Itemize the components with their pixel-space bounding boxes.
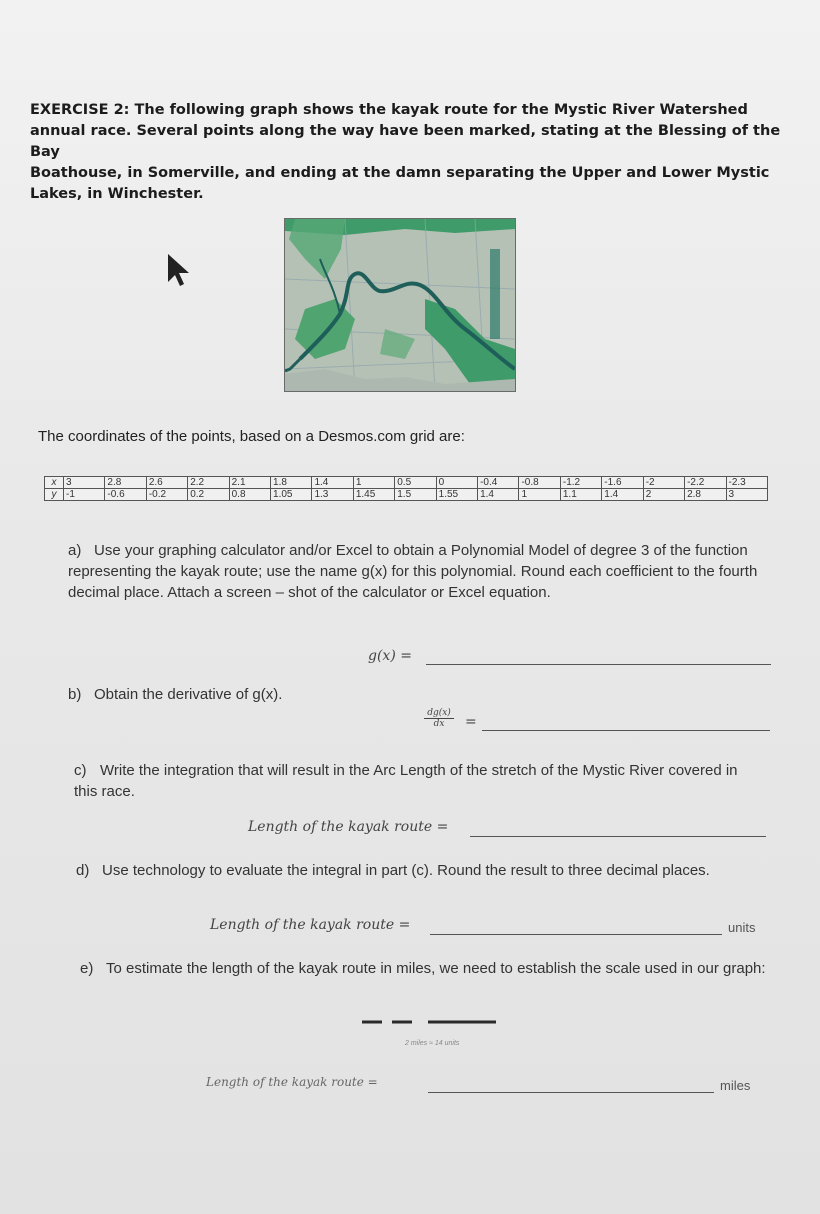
arc-length-label: Length of the kayak route =	[248, 819, 449, 835]
length-miles-answer-line[interactable]	[428, 1092, 714, 1093]
intro-line-1: EXERCISE 2: The following graph shows the kayak route for the Mystic River Watershed	[30, 102, 748, 118]
y-cell: -0.2	[146, 489, 187, 501]
question-b-text: Obtain the derivative of g(x).	[94, 686, 283, 703]
y-cell: 2	[643, 489, 684, 501]
y-cell: 1.05	[271, 489, 312, 501]
x-cell: 3	[64, 477, 105, 489]
y-header: y	[45, 489, 64, 501]
derivative-answer-line[interactable]	[482, 730, 770, 731]
intro-line-2: annual race. Several points along the way have been marked, stating at the Blessing of the Bay	[30, 123, 781, 160]
x-cell: 2.8	[105, 477, 146, 489]
length-miles-label: Length of the kayak route =	[206, 1075, 378, 1089]
units-label: units	[728, 920, 756, 935]
g-of-x-label: g(x) =	[368, 648, 412, 664]
coordinates-table	[44, 476, 768, 501]
y-cell: 2.8	[685, 489, 726, 501]
x-cell: -2	[643, 477, 684, 489]
miles-label: miles	[720, 1078, 751, 1093]
question-a-label: a)	[68, 542, 82, 559]
table-row-x	[45, 477, 768, 489]
map-image	[285, 219, 515, 391]
question-a	[68, 540, 768, 603]
x-cell: 0	[436, 477, 477, 489]
mouse-pointer-icon	[164, 252, 192, 288]
question-d-label: d)	[76, 862, 90, 879]
x-cell: 2.2	[188, 477, 229, 489]
length-units-answer-line[interactable]	[430, 934, 722, 935]
y-cell: 1.55	[436, 489, 477, 501]
x-cell: 0.5	[395, 477, 436, 489]
y-cell: -0.6	[105, 489, 146, 501]
table-row-y	[45, 489, 768, 501]
y-cell: 1.1	[560, 489, 601, 501]
derivative-equals: =	[465, 714, 477, 730]
x-cell: 2.1	[229, 477, 270, 489]
y-cell: 1.3	[312, 489, 353, 501]
y-cell: 1.45	[353, 489, 394, 501]
y-cell: 0.8	[229, 489, 270, 501]
question-e-text: To estimate the length of the kayak route in miles, we need to establish the scale used in our graph:	[106, 960, 766, 977]
y-cell: 3	[726, 489, 768, 501]
exercise-intro	[30, 100, 790, 205]
question-d	[76, 860, 756, 881]
intro-line-4: Lakes, in Winchester.	[30, 186, 204, 202]
question-a-text: Use your graphing calculator and/or Excel to obtain a Polynomial Model of degree 3 of the function representing the kayak route; use the name g(x) for this polynomial. Round each coefficient to the fourth decimal place. Attach a screen – shot of the calculator or Excel equation.	[68, 542, 758, 601]
derivative-numerator: dg(x)	[424, 708, 454, 719]
question-b-label: b)	[68, 686, 82, 703]
y-cell: 1.4	[602, 489, 643, 501]
y-cell: -1	[64, 489, 105, 501]
derivative-fraction	[424, 708, 454, 729]
x-header: x	[45, 477, 64, 489]
question-e	[80, 958, 770, 979]
question-d-text: Use technology to evaluate the integral in part (c). Round the result to three decimal places.	[102, 862, 710, 879]
x-cell: -2.2	[685, 477, 726, 489]
scale-caption: 2 miles ≈ 14 units	[405, 1040, 460, 1047]
x-cell: 1.4	[312, 477, 353, 489]
question-c	[74, 760, 754, 802]
x-cell: -1.2	[560, 477, 601, 489]
g-of-x-answer-line[interactable]	[426, 664, 771, 665]
question-c-label: c)	[74, 762, 87, 779]
question-b	[68, 684, 768, 705]
question-e-label: e)	[80, 960, 94, 977]
coordinates-caption: The coordinates of the points, based on a Desmos.com grid are:	[38, 428, 465, 445]
y-cell: 1	[519, 489, 560, 501]
intro-line-3: Boathouse, in Somerville, and ending at the damn separating the Upper and Lower Mystic	[30, 165, 770, 181]
x-cell: 1.8	[271, 477, 312, 489]
y-cell: 1.5	[395, 489, 436, 501]
x-cell: 2.6	[146, 477, 187, 489]
x-cell: -2.3	[726, 477, 768, 489]
y-cell: 1.4	[478, 489, 519, 501]
y-cell: 0.2	[188, 489, 229, 501]
arc-length-answer-line[interactable]	[470, 836, 766, 837]
length-units-label: Length of the kayak route =	[210, 917, 411, 933]
kayak-route-map	[284, 218, 516, 392]
derivative-denominator: dx	[433, 719, 445, 729]
x-cell: -0.8	[519, 477, 560, 489]
x-cell: 1	[353, 477, 394, 489]
question-c-text: Write the integration that will result in the Arc Length of the stretch of the Mystic River covered in this race.	[74, 762, 738, 800]
x-cell: -0.4	[478, 477, 519, 489]
x-cell: -1.6	[602, 477, 643, 489]
